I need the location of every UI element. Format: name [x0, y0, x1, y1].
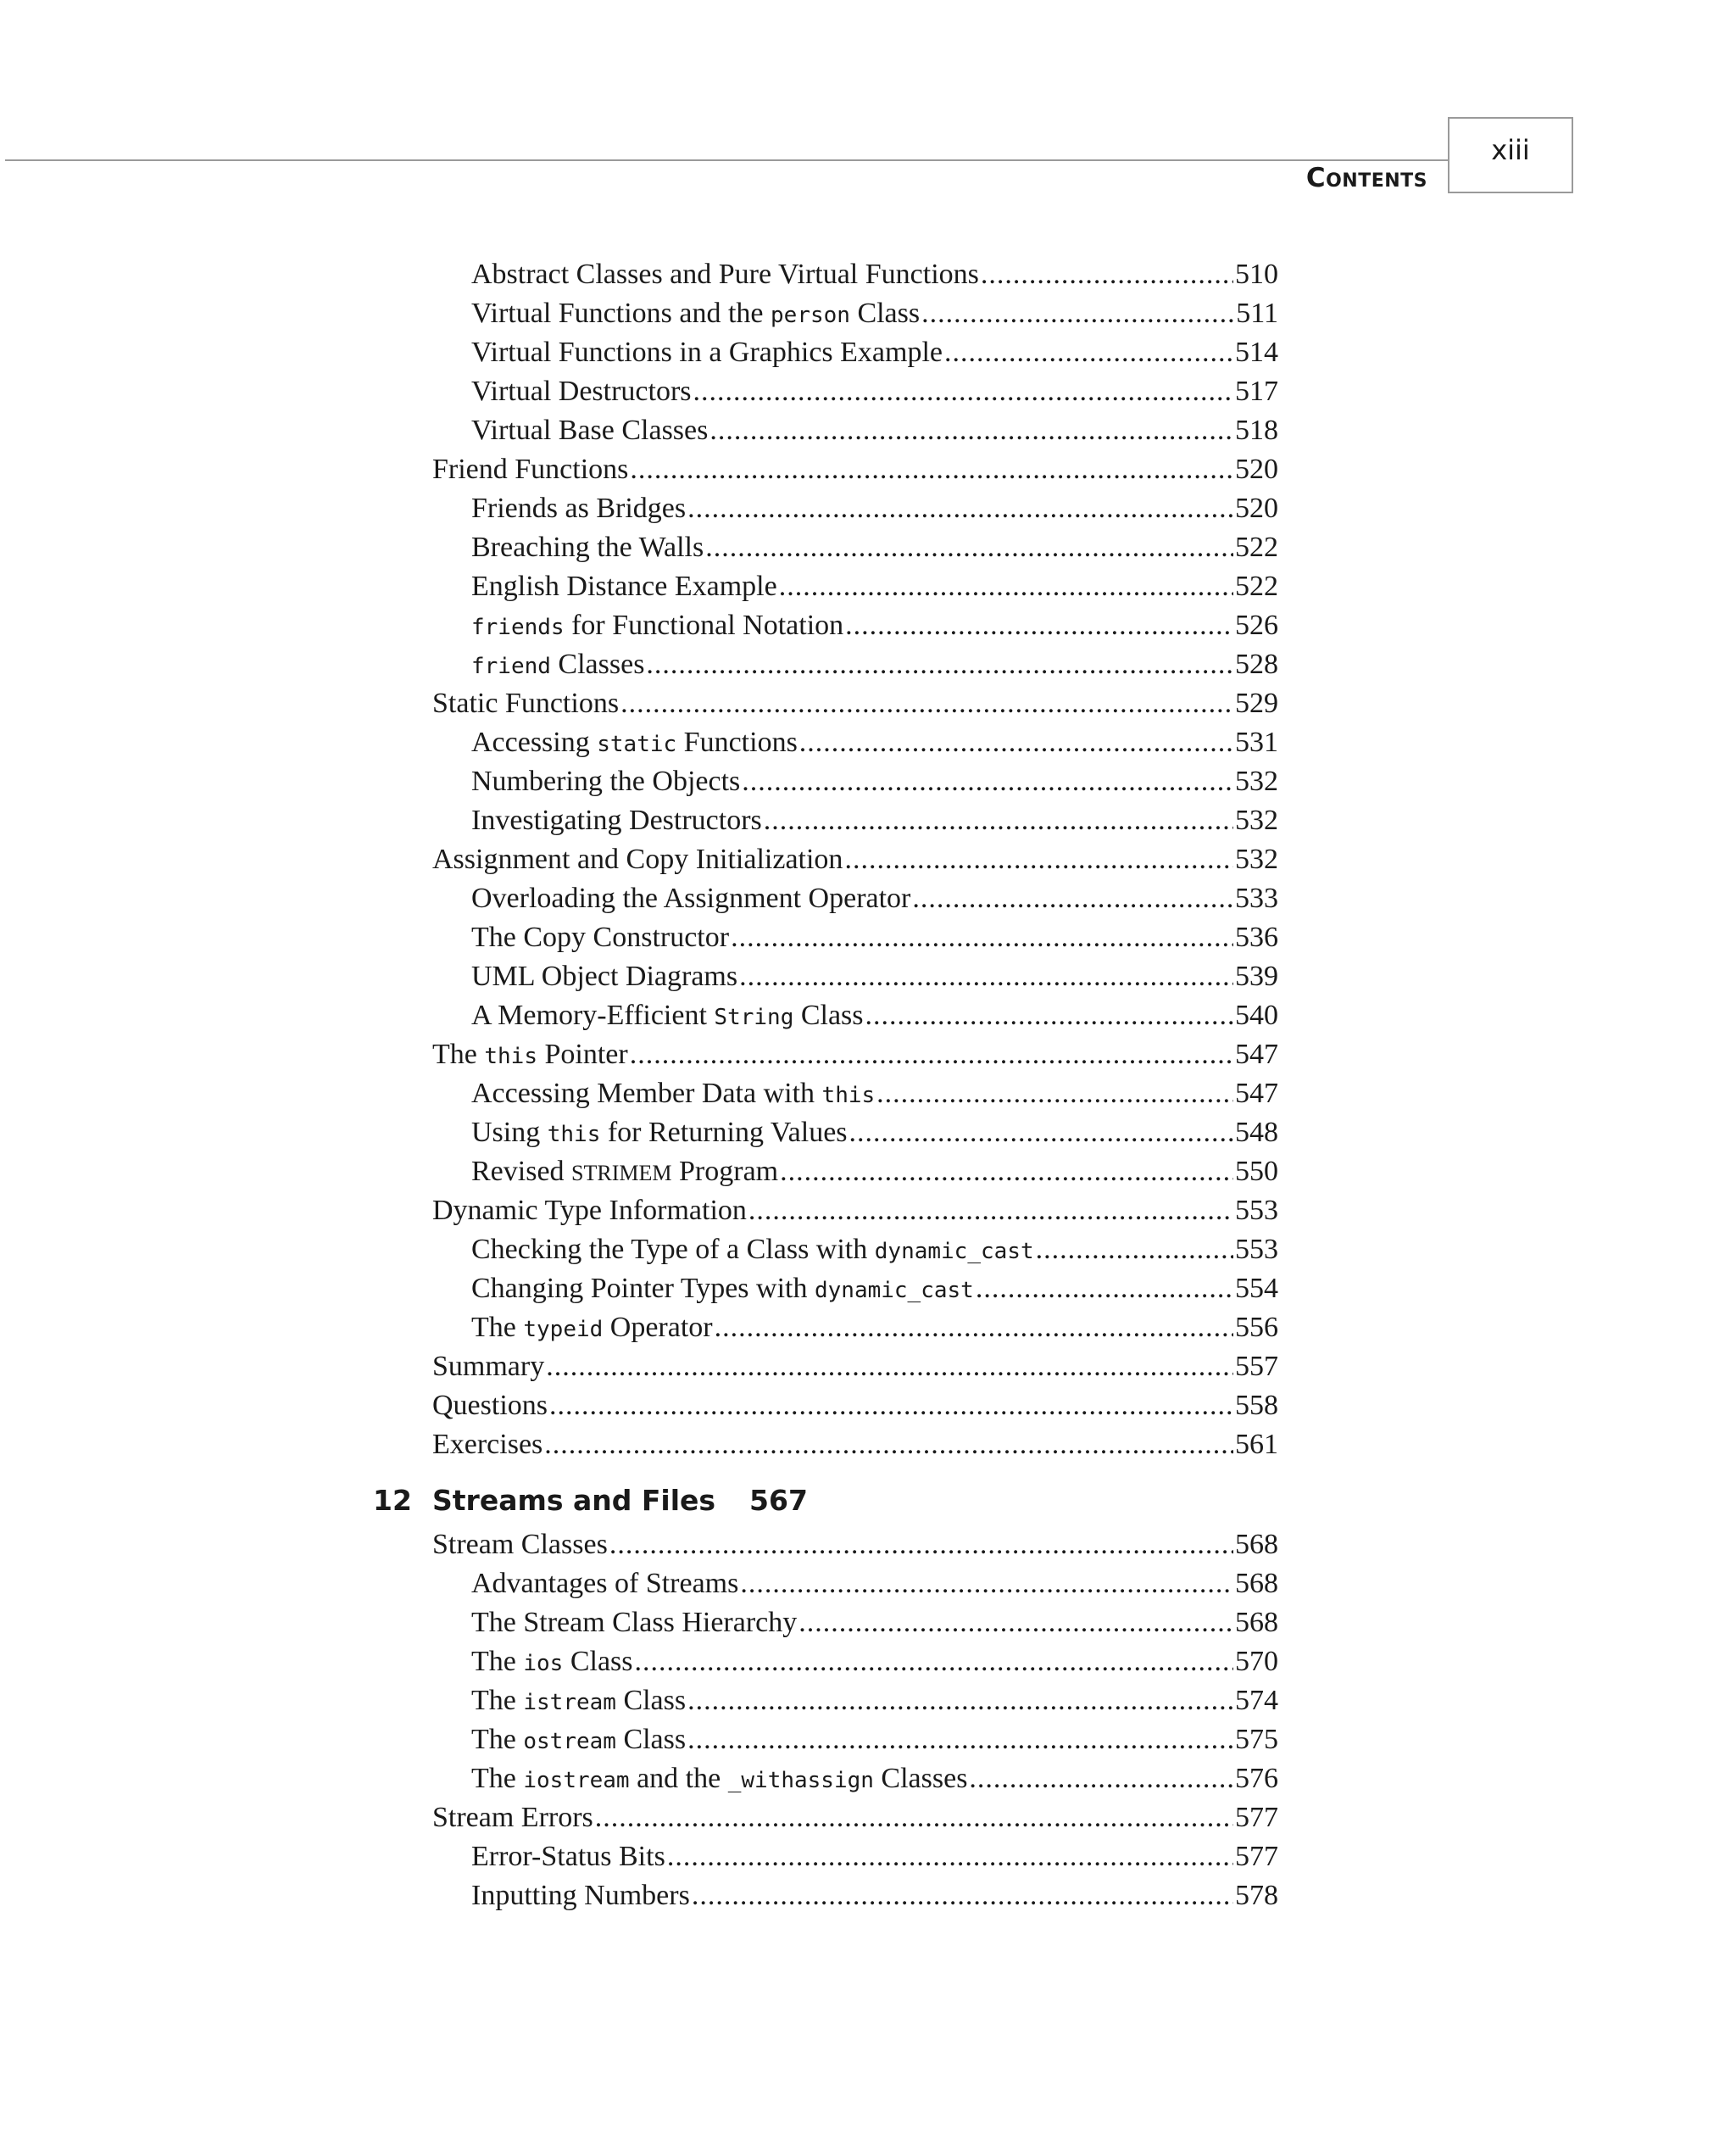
chapter-page: 567 — [749, 1484, 808, 1517]
toc-entry-page: 522 — [1235, 532, 1278, 563]
toc-entry-title — [471, 336, 943, 370]
dot-leader — [921, 297, 1234, 331]
title-text: Static Functions — [432, 688, 620, 719]
dot-leader — [620, 687, 1233, 721]
dot-leader — [687, 492, 1233, 526]
toc-entry-page: 540 — [1235, 1000, 1278, 1031]
toc-entry-title — [432, 1194, 747, 1228]
title-text: A Memory-Efficient — [471, 1000, 715, 1031]
toc-entry — [471, 648, 1278, 682]
title-text: Class — [615, 1724, 687, 1755]
title-text: Dynamic Type Information — [432, 1195, 747, 1226]
toc-entry — [432, 1428, 1278, 1462]
dot-leader — [544, 1428, 1233, 1462]
toc-entry-title — [471, 531, 704, 565]
title-text: Class — [793, 1000, 864, 1031]
code-term: this — [484, 1044, 537, 1069]
toc-entry-page: 536 — [1235, 922, 1278, 953]
toc-entry-title — [471, 1762, 967, 1798]
title-text: The — [471, 1312, 524, 1343]
toc-entry-page: 550 — [1235, 1156, 1278, 1187]
dot-leader — [715, 1311, 1233, 1345]
dot-leader — [609, 1528, 1233, 1562]
title-text: Error-Status Bits — [471, 1841, 665, 1872]
toc-entry — [471, 570, 1278, 604]
toc-entry-title — [432, 1038, 628, 1073]
code-term: String — [714, 1005, 794, 1030]
toc-entry-page: 532 — [1235, 805, 1278, 836]
dot-leader — [1036, 1233, 1233, 1267]
dot-leader — [798, 1606, 1233, 1640]
title-text: Numbering the Objects — [471, 766, 741, 797]
toc-entry-page: 518 — [1235, 415, 1278, 446]
toc-entry — [471, 1606, 1278, 1640]
toc-entry-title — [471, 570, 777, 604]
title-text: for Returning Values — [600, 1117, 848, 1148]
title-text: Friends as Bridges — [471, 493, 687, 524]
toc-entry-page: 532 — [1235, 766, 1278, 797]
toc-entry-page: 575 — [1235, 1724, 1278, 1755]
dot-leader — [630, 1038, 1233, 1072]
code-term: _withassign — [727, 1768, 874, 1793]
dot-leader — [969, 1762, 1233, 1796]
title-text: Breaching the Walls — [471, 532, 704, 563]
toc-entry — [432, 1350, 1278, 1384]
dot-leader — [981, 258, 1233, 292]
title-text: and the — [629, 1763, 728, 1794]
toc-entry-page: 568 — [1235, 1529, 1278, 1560]
title-text: UML Object Diagrams — [471, 961, 738, 992]
toc-entry-title — [471, 1684, 686, 1720]
title-text: Operator — [603, 1312, 713, 1343]
dot-leader — [779, 570, 1233, 604]
toc-entry-page: 577 — [1235, 1841, 1278, 1872]
title-text: Virtual Destructors — [471, 376, 692, 407]
toc-entry-page: 533 — [1235, 883, 1278, 914]
dot-leader — [764, 804, 1233, 838]
toc-entry-title — [432, 1350, 544, 1384]
title-text: for Functional Notation — [564, 610, 844, 641]
title-text: Using — [471, 1117, 548, 1148]
toc-entry-title — [471, 882, 910, 916]
toc-entry — [432, 687, 1278, 721]
toc-entry — [471, 765, 1278, 799]
code-term: friends — [471, 615, 565, 640]
toc-entry — [432, 1528, 1278, 1562]
toc-entry-page: 561 — [1235, 1429, 1278, 1460]
toc-entry — [471, 531, 1278, 565]
toc-entry — [471, 1879, 1278, 1913]
toc-entry — [471, 1116, 1278, 1150]
toc-entry — [471, 882, 1278, 916]
toc-entry-title — [471, 1311, 713, 1346]
title-text: The — [471, 1724, 524, 1755]
toc-entry-page: 547 — [1235, 1078, 1278, 1109]
header-rule — [5, 159, 1449, 161]
toc-entry — [471, 1233, 1278, 1267]
toc-entry-title — [471, 1077, 875, 1112]
toc-entry — [471, 609, 1278, 643]
toc-entry-title — [471, 1645, 633, 1681]
code-term: dynamic_cast — [814, 1278, 974, 1303]
code-term: friend — [471, 654, 551, 679]
toc-entry-page: 554 — [1235, 1273, 1278, 1304]
dot-leader — [845, 609, 1233, 643]
title-text: Pointer — [537, 1039, 628, 1070]
chapter-number: 12 — [373, 1484, 412, 1517]
toc-entry — [471, 492, 1278, 526]
code-term: person — [771, 303, 850, 328]
toc-entry-title — [471, 648, 644, 683]
toc-entry-title — [471, 1879, 690, 1913]
toc-entry-title — [471, 1606, 797, 1640]
toc-entry-title — [471, 1116, 848, 1151]
toc-entry-title — [432, 843, 843, 877]
toc-entry-title — [471, 1723, 686, 1759]
dot-leader — [709, 414, 1233, 448]
dot-leader — [705, 531, 1233, 565]
title-text: Questions — [432, 1390, 548, 1421]
toc-entry-title — [432, 453, 628, 487]
dot-leader — [944, 336, 1233, 370]
dot-leader — [740, 1567, 1233, 1601]
toc-entry-title — [432, 687, 619, 721]
toc-entry — [471, 414, 1278, 448]
chapter-heading — [373, 1484, 808, 1517]
toc-entry-title — [471, 297, 920, 332]
toc-entry — [471, 726, 1278, 760]
toc-entry — [432, 453, 1278, 487]
title-text: Classes — [873, 1763, 968, 1794]
dot-leader — [693, 375, 1234, 409]
title-text: Assignment and Copy Initialization — [432, 844, 843, 875]
toc-entry-title — [471, 258, 979, 292]
title-text: Virtual Functions and the — [471, 298, 771, 329]
toc-entry-page: 557 — [1235, 1351, 1278, 1382]
toc-entry-title — [471, 414, 708, 448]
title-text: Class — [849, 298, 921, 329]
title-text: The — [471, 1763, 524, 1794]
dot-leader — [646, 648, 1233, 682]
dot-leader — [976, 1272, 1233, 1306]
toc-entry-page: 577 — [1235, 1802, 1278, 1833]
toc-entry-title — [471, 1567, 738, 1601]
toc-entry-page: 558 — [1235, 1390, 1278, 1421]
page-number-box — [1448, 117, 1573, 193]
toc-entry-title — [471, 1272, 974, 1307]
toc-entry-title — [471, 999, 864, 1034]
dot-leader — [692, 1879, 1233, 1913]
toc-entry-page: 570 — [1235, 1646, 1278, 1677]
toc-entry-page: 520 — [1235, 454, 1278, 485]
dot-leader — [731, 921, 1233, 955]
code-term: ostream — [523, 1729, 616, 1754]
dot-leader — [799, 726, 1233, 760]
toc-entry — [471, 1311, 1278, 1345]
toc-entry-title — [471, 804, 762, 838]
toc-entry-page: 578 — [1235, 1880, 1278, 1911]
dot-leader — [630, 453, 1233, 487]
title-text: The — [471, 1685, 524, 1716]
toc-entry-page: 574 — [1235, 1685, 1278, 1716]
toc-entry — [432, 1038, 1278, 1072]
toc-entry-title — [471, 765, 740, 799]
title-text: Accessing Member Data with — [471, 1078, 822, 1109]
title-text: Classes — [550, 649, 645, 680]
title-text: Changing Pointer Types with — [471, 1273, 815, 1304]
toc-entry-page: 568 — [1235, 1607, 1278, 1638]
code-term: static — [597, 732, 677, 757]
dot-leader — [546, 1350, 1233, 1384]
toc-entry — [471, 258, 1278, 292]
toc-entry — [471, 1155, 1278, 1189]
toc-entry — [471, 1567, 1278, 1601]
toc-entry-page: 576 — [1235, 1763, 1278, 1794]
toc-entry-title — [432, 1528, 608, 1562]
toc-entry — [471, 1723, 1278, 1757]
title-text: Investigating Destructors — [471, 805, 762, 836]
toc-entry — [471, 1645, 1278, 1679]
toc-entry — [471, 297, 1278, 331]
toc-entry-title — [471, 375, 692, 409]
toc-entry-title — [471, 1233, 1034, 1268]
toc-entry — [432, 1389, 1278, 1423]
toc-entry-page: 514 — [1235, 337, 1278, 368]
toc-entry-title — [471, 921, 729, 955]
toc-entry-page: 522 — [1235, 571, 1278, 602]
title-text: The Copy Constructor — [471, 922, 730, 953]
title-text: Class — [615, 1685, 687, 1716]
toc-entry-title — [471, 1840, 665, 1874]
toc-entry-title — [432, 1389, 548, 1423]
dot-leader — [912, 882, 1233, 916]
toc-entry — [471, 1272, 1278, 1306]
title-text: The — [471, 1646, 524, 1677]
dot-leader — [865, 999, 1233, 1033]
code-term: this — [547, 1122, 601, 1147]
toc-entry-page: 548 — [1235, 1117, 1278, 1148]
title-text: Accessing — [471, 727, 598, 758]
dot-leader — [844, 843, 1233, 877]
toc-entry — [432, 1194, 1278, 1228]
dot-leader — [739, 960, 1233, 994]
toc-entry-page: 556 — [1235, 1312, 1278, 1343]
toc-entry-title — [471, 1155, 778, 1190]
title-text: Virtual Functions in a Graphics Example — [471, 337, 943, 368]
toc-entry-page: 568 — [1235, 1568, 1278, 1599]
toc-entry-page: 532 — [1235, 844, 1278, 875]
code-term: this — [821, 1083, 876, 1108]
toc-entry-page: 517 — [1235, 376, 1278, 407]
dot-leader — [667, 1840, 1233, 1874]
toc-entry — [471, 804, 1278, 838]
code-term: dynamic_cast — [874, 1239, 1034, 1264]
title-text: Functions — [676, 727, 798, 758]
toc-entry — [471, 1684, 1278, 1718]
title-text: The — [432, 1039, 485, 1070]
code-term: ios — [523, 1651, 564, 1676]
dot-leader — [687, 1684, 1233, 1718]
page-number: xiii — [1491, 134, 1530, 166]
toc-entry — [471, 960, 1278, 994]
toc-entry-title — [471, 960, 737, 994]
dot-leader — [748, 1194, 1233, 1228]
code-term: istream — [523, 1690, 616, 1715]
title-text: Friend Functions — [432, 454, 629, 485]
title-text: The Stream Class Hierarchy — [471, 1607, 798, 1638]
toc-entry-title — [432, 1801, 593, 1835]
code-term: typeid — [523, 1317, 604, 1342]
title-text: Inputting Numbers — [471, 1880, 690, 1911]
toc-entry-page: 510 — [1235, 259, 1278, 290]
toc-entry — [471, 1077, 1278, 1111]
toc-entry-page: 539 — [1235, 961, 1278, 992]
toc-entry-page: 520 — [1235, 493, 1278, 524]
toc-entry — [432, 1801, 1278, 1835]
running-head: Contents — [1305, 163, 1427, 193]
toc-entry-page: 553 — [1235, 1234, 1278, 1265]
toc-entry — [471, 999, 1278, 1033]
title-text: Program — [671, 1156, 779, 1187]
dot-leader — [780, 1155, 1233, 1189]
title-text: Checking the Type of a Class with — [471, 1234, 875, 1265]
dot-leader — [687, 1723, 1233, 1757]
toc-entry — [471, 921, 1278, 955]
toc-entry-page: 511 — [1236, 298, 1278, 329]
toc-entry-page: 529 — [1235, 688, 1278, 719]
toc-entry-page: 526 — [1235, 610, 1278, 641]
toc-entry-page: 531 — [1235, 727, 1278, 758]
title-text: Overloading the Assignment Operator — [471, 883, 911, 914]
toc-entry — [471, 1762, 1278, 1796]
title-text: Advantages of Streams — [471, 1568, 739, 1599]
toc-entry — [471, 375, 1278, 409]
dot-leader — [595, 1801, 1233, 1835]
title-text: Summary — [432, 1351, 545, 1382]
toc-entry-page: 553 — [1235, 1195, 1278, 1226]
toc-entry-title — [432, 1428, 542, 1462]
toc-entry — [432, 843, 1278, 877]
title-text: Stream Errors — [432, 1802, 593, 1833]
title-text: English Distance Example — [471, 571, 777, 602]
title-text: Class — [563, 1646, 633, 1677]
title-text: Virtual Base Classes — [471, 415, 709, 446]
toc-entry-title — [471, 609, 843, 644]
toc-entry-title — [471, 726, 798, 761]
dot-leader — [849, 1116, 1233, 1150]
dot-leader — [876, 1077, 1233, 1111]
dot-leader — [635, 1645, 1233, 1679]
toc-entry — [471, 336, 1278, 370]
title-text: Exercises — [432, 1429, 543, 1460]
chapter-title: Streams and Files — [432, 1484, 716, 1517]
dot-leader — [549, 1389, 1233, 1423]
toc-entry-title — [471, 492, 686, 526]
code-term: iostream — [523, 1768, 630, 1793]
title-text: Stream Classes — [432, 1529, 608, 1560]
title-text: STRIMEM — [571, 1161, 672, 1185]
toc-entry-page: 528 — [1235, 649, 1278, 680]
title-text: Revised — [471, 1156, 572, 1187]
toc-entry-page: 547 — [1235, 1039, 1278, 1070]
title-text: Abstract Classes and Pure Virtual Functions — [471, 259, 979, 290]
dot-leader — [742, 765, 1233, 799]
toc-entry — [471, 1840, 1278, 1874]
